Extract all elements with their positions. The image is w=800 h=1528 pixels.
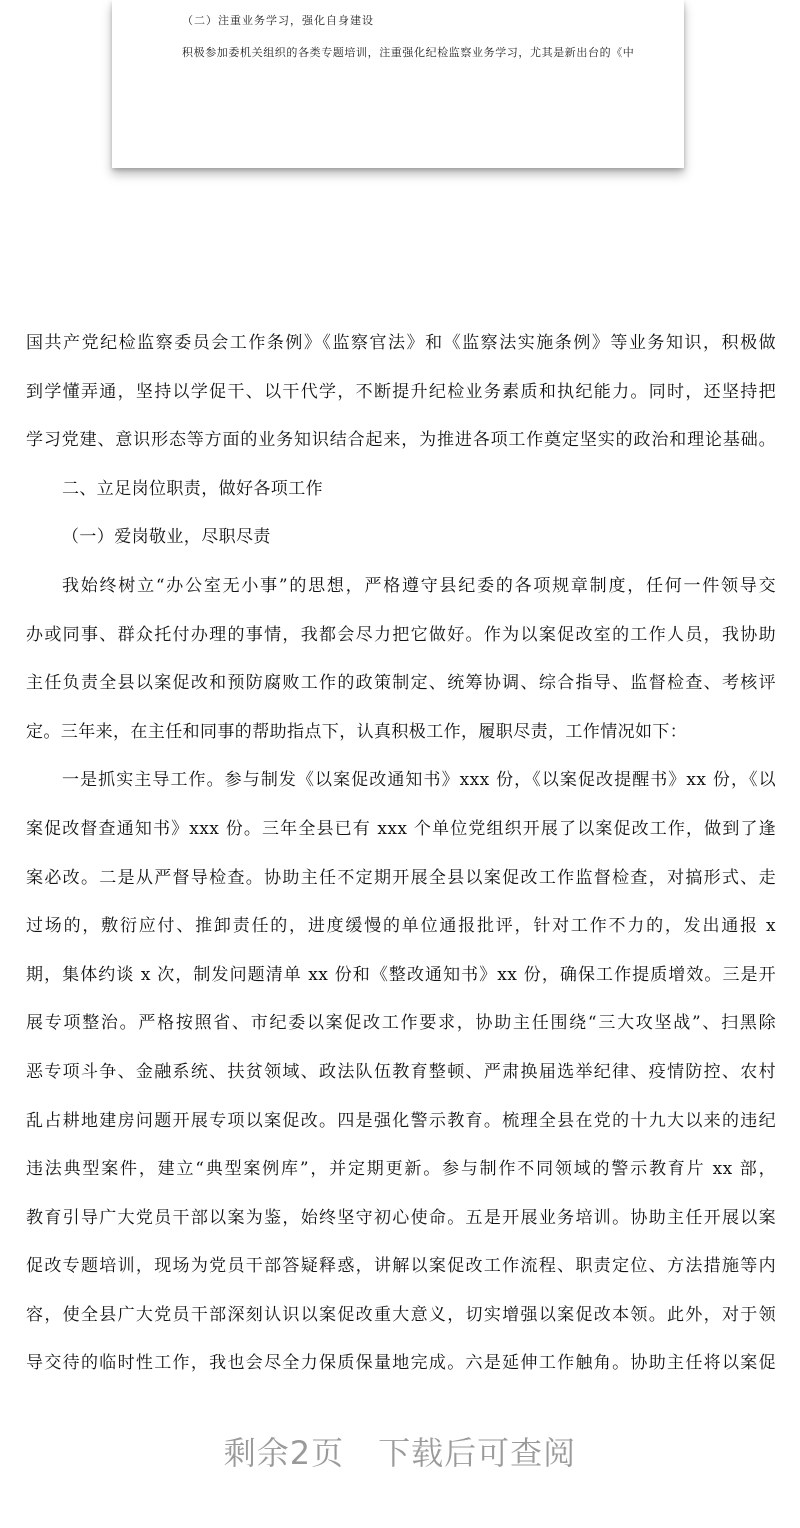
paragraph-line: 促改专题培训，现场为党员干部答疑释惑，讲解以案促改工作流程、职责定位、方法措施等内 — [26, 1256, 776, 1277]
paragraph-line: 一是抓实主导工作。参与制发《以案促改通知书》xxx 份，《以案促改提醒书》xx 份，《以 — [62, 770, 776, 791]
paragraph-line: 教育引导广大党员干部以案为鉴，始终坚守初心使命。五是开展业务培训。协助主任开展以案 — [26, 1207, 776, 1228]
paragraph-line: 恶专项斗争、金融系统、扶贫领域、政法队伍教育整顿、严肃换届选举纪律、疫情防控、农村 — [26, 1061, 776, 1082]
paragraph-line: 到学懂弄通，坚持以学促干、以干代学，不断提升纪检业务素质和执纪能力。同时，还坚持把 — [26, 381, 776, 402]
paragraph-line: 主任负责全县以案促改和预防腐败工作的政策制定、统筹协调、综合指导、监督检查、考核评 — [26, 673, 776, 694]
paragraph-line: 案必改。二是从严督导检查。协助主任不定期开展全县以案促改工作监督检查，对搞形式、走 — [26, 867, 776, 888]
preview-text-line: 积极参加委机关组织的各类专题培训，注重强化纪检监察业务学习，尤其是新出台的《中 — [182, 46, 635, 59]
paragraph-line: 违法典型案件，建立“典型案例库”，并定期更新。参与制作不同领域的警示教育片 xx 部， — [26, 1159, 776, 1180]
preview-card — [112, 0, 684, 168]
paragraph-line: 容，使全县广大党员干部深刻认识以案促改重大意义，切实增强以案促改本领。此外，对于领 — [26, 1304, 776, 1325]
document-body — [26, 328, 776, 1397]
paragraph-line: 国共产党纪检监察委员会工作条例》《监察官法》和《监察法实施条例》等业务知识，积极做 — [26, 333, 776, 353]
remaining-pages-text: 剩余2页 — [223, 1434, 345, 1472]
section-heading: 二、立足岗位职责，做好各项工作 — [62, 478, 323, 499]
preview-heading: （二）注重业务学习，强化自身建设 — [182, 14, 374, 27]
paragraph-line: 学习党建、意识形态等方面的业务知识结合起来，为推进各项工作奠定坚实的政治和理论基础。 — [26, 430, 776, 451]
paragraph-line: 定。三年来，在主任和同事的帮助指点下，认真积极工作，履职尽责，工作情况如下： — [26, 721, 688, 742]
subsection-heading: （一）爱岗敬业，尽职尽责 — [62, 527, 271, 548]
paragraph-line: 期，集体约谈 x 次，制发问题清单 xx 份和《整改通知书》xx 份，确保工作提质增效。三是开 — [26, 964, 776, 985]
paragraph-line: 展专项整治。严格按照省、市纪委以案促改工作要求，协助主任围绕“三大攻坚战”、扫黑除 — [26, 1013, 776, 1034]
paragraph-line: 案促改督查通知书》xxx 份。三年全县已有 xxx 个单位党组织开展了以案促改工作，做到了逢 — [26, 818, 776, 839]
paragraph-line: 我始终树立“办公室无小事”的思想，严格遵守县纪委的各项规章制度，任何一件领导交 — [62, 575, 776, 596]
download-banner[interactable] — [0, 1428, 800, 1474]
paragraph-line: 乱占耕地建房问题开展专项以案促改。四是强化警示教育。梳理全县在党的十九大以来的违纪 — [26, 1110, 776, 1131]
download-to-view-text[interactable]: 下载后可查阅 — [378, 1434, 577, 1472]
paragraph-line: 过场的，敷衍应付、推卸责任的，进度缓慢的单位通报批评，针对工作不力的，发出通报 x — [26, 916, 776, 937]
paragraph-line: 导交待的临时性工作，我也会尽全力保质保量地完成。六是延伸工作触角。协助主任将以案促 — [26, 1353, 776, 1374]
paragraph-line: 办或同事、群众托付办理的事情，我都会尽力把它做好。作为以案促改室的工作人员，我协助 — [26, 624, 776, 645]
